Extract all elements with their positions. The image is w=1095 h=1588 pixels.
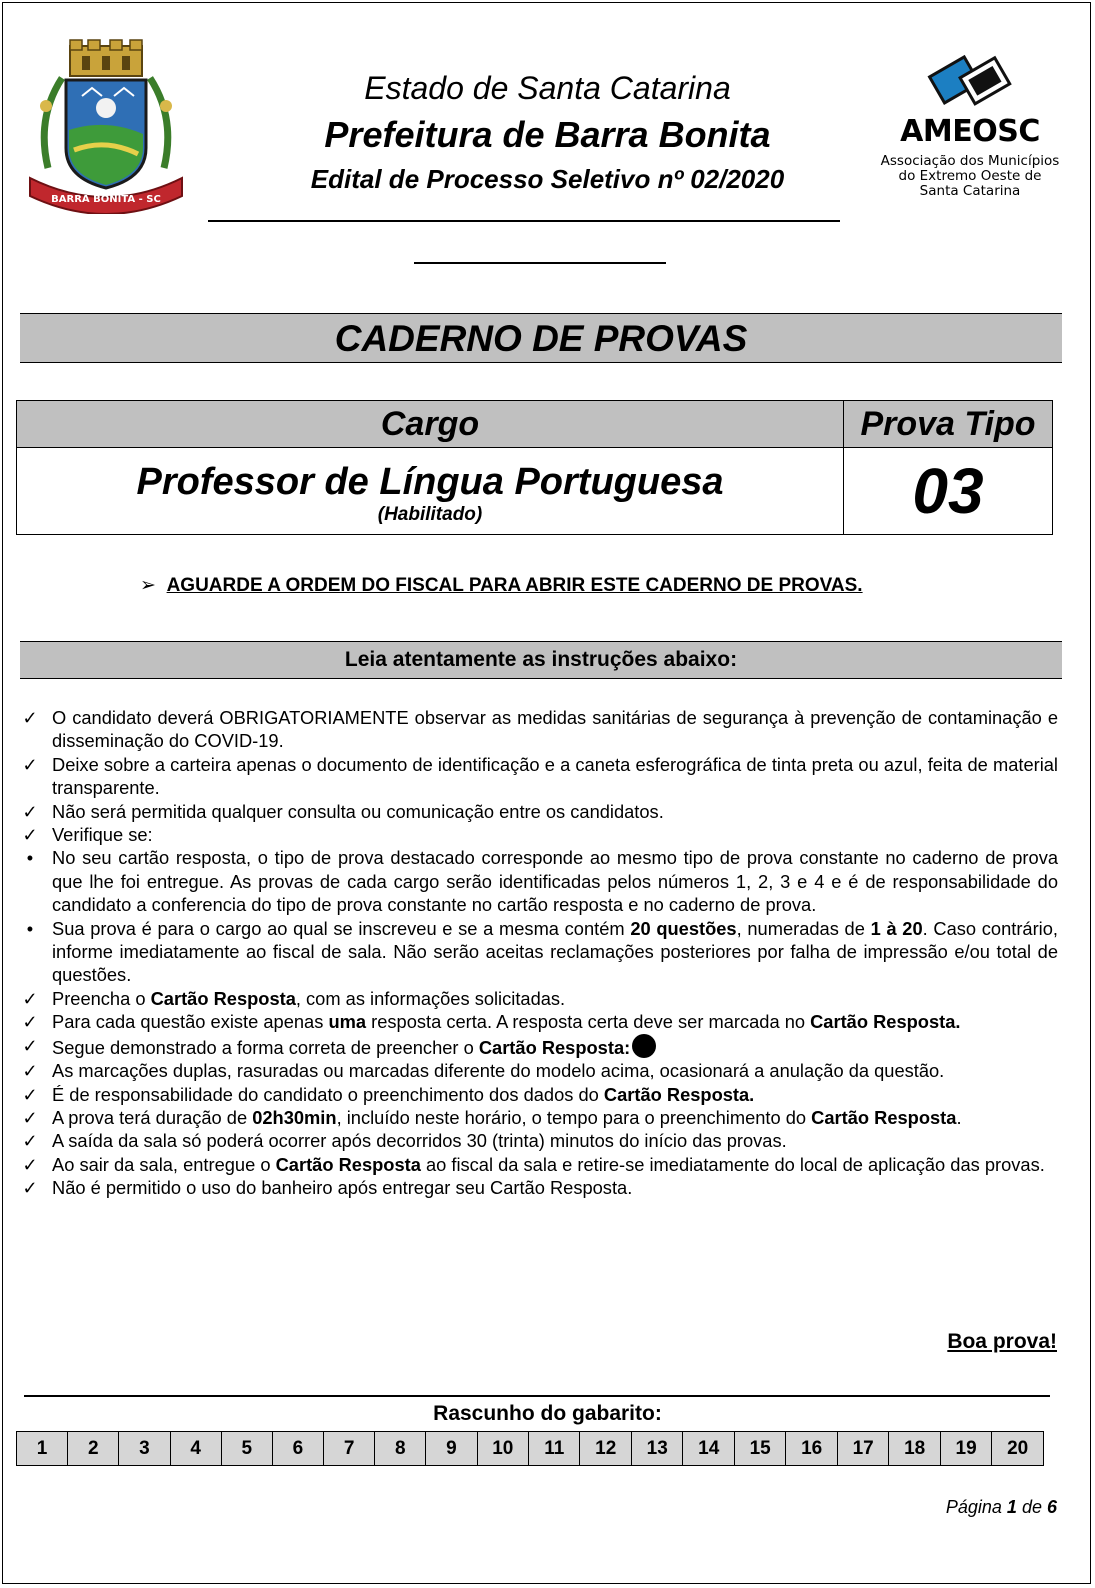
instructions-title-bar: Leia atentamente as instruções abaixo: (20, 641, 1062, 679)
instruction-text: . (956, 1106, 962, 1128)
instruction-bold-text: 1 à 20 (870, 917, 923, 939)
instruction-text: ao fiscal da sala e retire-se imediatamente do local de aplicação das provas. (420, 1153, 1045, 1175)
checkmark-icon: ✓ (22, 1011, 38, 1033)
gabarito-cell[interactable]: 18 (889, 1432, 940, 1466)
cargo-table (16, 400, 1053, 535)
gabarito-cell[interactable]: 19 (940, 1432, 991, 1466)
instruction-bold-text: Cartão Resposta. (810, 1011, 961, 1033)
checkmark-icon: ✓ (22, 987, 38, 1009)
arrow-right-icon: ➢ (140, 575, 156, 596)
instruction-text: As marcações duplas, rasuradas ou marcadas diferente do modelo acima, ocasionará a anulação da questão. (52, 1060, 945, 1082)
gabarito-cell[interactable]: 14 (683, 1432, 734, 1466)
ameosc-mark-icon (880, 46, 1060, 112)
instruction-item (18, 706, 1058, 753)
cargo-subtitle: (Habilitado) (377, 503, 483, 525)
checkmark-icon: ✓ (22, 1034, 38, 1056)
gabarito-cell[interactable]: 2 (68, 1432, 119, 1466)
ameosc-subtitle: Associação dos Municípios do Extremo Oeste de Santa Catarina (880, 153, 1060, 199)
instruction-item (18, 753, 1058, 800)
gabarito-cell[interactable]: 3 (119, 1432, 170, 1466)
instruction-text: A saída da sala só poderá ocorrer após decorridos 30 (trinta) minutos do início das provas. (52, 1130, 787, 1152)
instructions-list (18, 706, 1058, 1200)
instruction-text: , com as informações solicitadas. (295, 987, 566, 1009)
bullet-icon: • (26, 847, 34, 869)
bullet-icon: • (26, 917, 34, 939)
crest-ribbon-text: BARRA BONITA - SC (51, 194, 161, 205)
gabarito-cell[interactable]: 8 (375, 1432, 426, 1466)
instruction-item (18, 987, 1058, 1010)
checkmark-icon: ✓ (22, 1083, 38, 1105)
instruction-bold-text: uma (328, 1011, 367, 1033)
tipo-value: 03 (844, 448, 1053, 535)
gabarito-cell[interactable]: 1 (17, 1432, 68, 1466)
cargo-header: Cargo (17, 401, 844, 448)
instruction-text: A prova terá duração de (52, 1106, 253, 1128)
instruction-item (18, 1059, 1058, 1082)
gabarito-cell[interactable]: 6 (272, 1432, 323, 1466)
gabarito-cell[interactable]: 5 (221, 1432, 272, 1466)
header-rule-short (414, 262, 666, 264)
gabarito-cell[interactable]: 4 (170, 1432, 221, 1466)
gabarito-cell[interactable]: 12 (580, 1432, 631, 1466)
checkmark-icon: ✓ (22, 1153, 38, 1175)
checkmark-icon: ✓ (22, 1060, 38, 1082)
instruction-item (18, 917, 1058, 987)
rascunho-rule (24, 1395, 1050, 1397)
cargo-name: Professor de Língua Portuguesa (136, 460, 724, 503)
boa-prova: Boa prova! (947, 1330, 1057, 1353)
instruction-text: Não será permitida qualquer consulta ou comunicação entre os candidatos. (52, 800, 664, 822)
cargo-value-cell (17, 448, 844, 535)
edital-title: Edital de Processo Seletivo nº 02/2020 (310, 164, 785, 194)
instruction-item (18, 800, 1058, 823)
instruction-text: Ao sair da sala, entregue o (52, 1153, 276, 1175)
prefeitura-title: Prefeitura de Barra Bonita (324, 114, 771, 155)
instruction-bold-text: 20 questões (630, 917, 737, 939)
instruction-text: Verifique se: (52, 824, 153, 846)
header-rule-long (208, 220, 840, 222)
rascunho-title: Rascunho do gabarito: (433, 1402, 662, 1425)
instruction-item (18, 823, 1058, 846)
instruction-bold-text: Cartão Resposta. (603, 1083, 755, 1105)
gabarito-cell[interactable]: 15 (734, 1432, 785, 1466)
gabarito-cell[interactable]: 7 (324, 1432, 375, 1466)
gabarito-cell[interactable]: 20 (992, 1432, 1044, 1466)
aguarde-text: AGUARDE A ORDEM DO FISCAL PARA ABRIR ESTE CADERNO DE PROVAS. (166, 575, 863, 596)
instruction-item (18, 1153, 1058, 1176)
instruction-bold-text: Cartão Resposta (150, 987, 296, 1009)
instruction-text: resposta certa. A resposta certa deve ser marcada no (366, 1011, 811, 1033)
ameosc-name: AMEOSC (900, 114, 1040, 149)
gabarito-table (16, 1431, 1044, 1466)
checkmark-icon: ✓ (22, 753, 38, 775)
aguarde-notice (140, 574, 863, 597)
instruction-bold-text: Cartão Resposta (811, 1106, 957, 1128)
instruction-item (18, 1010, 1058, 1033)
gabarito-cell[interactable]: 13 (631, 1432, 682, 1466)
instruction-text: , incluído neste horário, o tempo para o preenchimento do (336, 1106, 812, 1128)
instruction-item (18, 1129, 1058, 1152)
tipo-header: Prova Tipo (844, 401, 1053, 448)
instruction-text: O candidato deverá OBRIGATORIAMENTE observar as medidas sanitárias de segurança à prevenção de contaminação e disseminação do COVID-19. (52, 707, 1058, 752)
checkmark-icon: ✓ (22, 800, 38, 822)
de-label: de (1021, 1497, 1042, 1517)
gabarito-cell[interactable]: 17 (837, 1432, 888, 1466)
instruction-text: Sua prova é para o cargo ao qual se inscreveu e se a mesma contém (52, 917, 631, 939)
instruction-text: Não é permitido o uso do banheiro após entregar seu Cartão Resposta. (52, 1177, 633, 1199)
gabarito-cell[interactable]: 9 (426, 1432, 477, 1466)
ameosc-logo (880, 46, 1060, 216)
gabarito-cell[interactable]: 16 (786, 1432, 837, 1466)
instruction-item (18, 1106, 1058, 1129)
state-title: Estado de Santa Catarina (364, 70, 731, 106)
checkmark-icon: ✓ (22, 707, 38, 728)
gabarito-cell[interactable]: 10 (477, 1432, 528, 1466)
pagina-label: Página (945, 1497, 1002, 1517)
instruction-bold-text: Cartão Resposta (275, 1153, 421, 1175)
gabarito-cell[interactable]: 11 (529, 1432, 580, 1466)
instruction-text: . Caso contrário, informe imediatamente ao fiscal de sala. Não serão aceitas reclamações posteriores por falha de impressão e/ou total de questões. (52, 917, 1058, 986)
checkmark-icon: ✓ (22, 1106, 38, 1128)
page-number (946, 1497, 1057, 1518)
pagina-total: 6 (1046, 1497, 1057, 1517)
instruction-text: Segue demonstrado a forma correta de preencher o (52, 1036, 479, 1058)
filled-circle-icon (632, 1034, 656, 1058)
gabarito-row (17, 1432, 1044, 1466)
instruction-text: Deixe sobre a carteira apenas o documento de identificação e a caneta esferográfica de tinta preta ou azul, feita de material transparente. (52, 753, 1058, 799)
pagina-current: 1 (1006, 1497, 1017, 1517)
instruction-item (18, 846, 1058, 916)
instruction-text: Preencha o (52, 987, 151, 1009)
instruction-text: É de responsabilidade do candidato o preenchimento dos dados do (52, 1083, 604, 1105)
checkmark-icon: ✓ (22, 824, 38, 846)
instruction-text: No seu cartão resposta, o tipo de prova destacado corresponde ao mesmo tipo de prova constante no caderno de prova que lhe foi entregue. As provas de cada cargo serão identificadas pelos números 1, 2, 3 e 4 e é de responsabilidade do candidato a conferencia do tipo de prova constante no cartão resposta e no caderno de prova. (52, 847, 1058, 916)
checkmark-icon: ✓ (22, 1130, 38, 1152)
caderno-title-bar: CADERNO DE PROVAS (20, 313, 1062, 363)
instruction-item (18, 1083, 1058, 1106)
instruction-text: , numeradas de (736, 917, 871, 939)
instruction-item (18, 1176, 1058, 1199)
instruction-item (18, 1034, 1058, 1059)
checkmark-icon: ✓ (22, 1177, 38, 1199)
instruction-bold-text: 02h30min (252, 1106, 337, 1128)
instruction-bold-text: Cartão Resposta: (478, 1036, 631, 1058)
instruction-text: Para cada questão existe apenas (52, 1011, 329, 1033)
